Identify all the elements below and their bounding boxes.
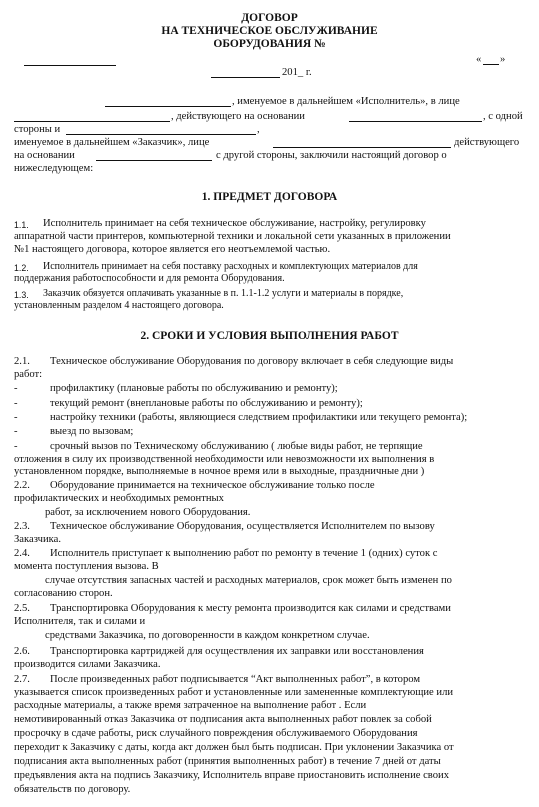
clause-number: 2.4. [14,548,30,559]
clause-2-4-line-4: согласованию сторон. [14,588,113,599]
clause-1-1-line-2: аппаратной части принтеров, компьютерной техники и локальной сети указанных в приложении [14,231,451,242]
clause-2-7-line-9: обязательств по договору. [14,784,131,795]
clause-number: 1.2. [14,263,29,273]
clause-2-5-line-2: Исполнителя, так и силами и [14,616,146,627]
preamble-text-6: именуемое в дальнейшем «Заказчик», лице [14,137,210,148]
clause-2-7-line-8: предъявления акта на подпись Заказчику, Исполнитель вправе приостановить исполнение своих [14,770,449,781]
customer-person-blank [273,147,451,148]
clause-2-7-line-3: расходные материалы, а также время затраченное на выполнение работ . Если [14,700,367,711]
clause-2-1-line-1: Техническое обслуживание Оборудования по договору включает в себя следующие виды [50,356,454,367]
executor-name-blank [105,106,231,107]
clause-2-7-line-7: подписания акта выполненных работ (принятия выполненных работ) в течение 7 дней от даты [14,756,441,767]
customer-basis-blank [96,160,212,161]
clause-2-4-line-1: Исполнитель приступает к выполнению работ по ремонту в течение 1 (одних) суток с [50,548,438,559]
customer-name-blank [66,134,256,135]
work-item-5-line-1: срочный вызов по Техническому обслуживанию ( любые виды работ, не терпящие [50,441,423,452]
list-dash: - [14,398,18,409]
preamble-text-5: , [257,124,260,135]
clause-1-3-line-1: Заказчик обязуется оплачивать указанные в п. 1.1-1.2 услуги и материалы в порядке, [43,288,404,299]
day-quote-close: » [500,54,506,65]
clause-1-1-line-3: №1 настоящего договора, которое является его неотъемлемой частью. [14,244,331,255]
clause-2-4-line-2: момента поступления вызова. В [14,561,159,572]
clause-1-2-line-1: Исполнитель принимает на себя поставку расходных и комплектующих материалов для [43,261,418,272]
clause-number: 2.3. [14,521,30,532]
clause-1-2-line-2: поддержания работоспособности и для ремонта Оборудования. [14,273,285,284]
work-item-2: текущий ремонт (внеплановые работы по обслуживанию и ремонту); [50,398,363,409]
list-dash: - [14,383,18,394]
preamble-text-3: , с одной [483,111,523,122]
day-blank [483,64,499,65]
clause-2-3-line-1: Техническое обслуживание Оборудования, осуществляется Исполнителем по вызову [50,521,435,532]
preamble-text-7: действующего [454,137,520,148]
clause-number: 1.3. [14,290,29,300]
clause-2-5-line-1: Транспортировка Оборудования к месту ремонта производится как силами и средствами [50,603,451,614]
section-1-title: 1. ПРЕДМЕТ ДОГОВОРА [201,191,338,203]
clause-2-7-line-2: указывается список произведенных работ и установленные или замененные комплектующие или [14,687,454,698]
work-item-5-line-2: отложения в силу их производственной необходимости или невозможности их выполнения в [14,454,435,465]
section-2-title: 2. СРОКИ И УСЛОВИЯ ВЫПОЛНЕНИЯ РАБОТ [140,330,399,342]
clause-2-3-line-2: Заказчика. [14,534,62,545]
preamble-text-1: , именуемое в дальнейшем «Исполнитель», в лице [232,96,460,107]
day-quote-open: « [476,54,482,65]
list-dash: - [14,412,18,423]
month-blank [211,77,280,78]
clause-2-6-line-1: Транспортировка картриджей для осуществления их заправки или восстановления [50,646,424,657]
clause-number: 2.6. [14,646,30,657]
clause-2-7-line-6: переходит к Заказчику с даты, когда акт должен был быть подписан. При уклонении Заказчика от [14,742,454,753]
work-item-5-line-3: установленном порядке, выполняемые в ночное время или в выходные, праздничные дни ) [14,466,425,477]
year-text: 201_ г. [282,67,312,78]
preamble-text-2: , действующего на основании [171,111,305,122]
preamble-text-4: стороны и [14,124,61,135]
clause-2-2-line-1: Оборудование принимается на техническое обслуживание только после [50,480,375,491]
work-item-3: настройку техники (работы, являющиеся следствием профилактики или текущего ремонта); [50,412,468,423]
title-line-1: ДОГОВОР [241,12,298,24]
clause-2-2-line-3: работ, за исключением нового Оборудования. [45,507,251,518]
title-line-2: НА ТЕХНИЧЕСКОЕ ОБСЛУЖИВАНИЕ [161,25,378,37]
clause-2-2-line-2: профилактических и необходимых ремонтных [14,493,224,504]
preamble-text-10: нижеследующем: [14,163,94,174]
clause-2-6-line-2: производится силами Заказчика. [14,659,161,670]
clause-number: 2.5. [14,603,30,614]
clause-2-1-line-2: работ: [14,369,43,380]
clause-number: 2.7. [14,674,30,685]
clause-1-3-line-2: установленным разделом 4 настоящего договора. [14,300,224,311]
clause-2-7-line-5: просрочку в сдаче работы, риск случайного повреждения обслуживаемого Оборудования [14,728,418,739]
clause-2-4-line-3: случае отсутствия запасных частей и расходных материалов, срок может быть изменен по [45,575,452,586]
list-dash: - [14,441,18,452]
preamble-text-9: с другой стороны, заключили настоящий договор о [216,150,447,161]
work-item-1: профилактику (плановые работы по обслуживанию и ремонту); [50,383,338,394]
work-item-4: выезд по вызовам; [50,426,134,437]
preamble-text-8: на основании [14,150,75,161]
clause-number: 2.1. [14,356,30,367]
clause-1-1-line-1: Исполнитель принимает на себя техническое обслуживание, настройку, регулировку [43,218,426,229]
title-line-3: ОБОРУДОВАНИЯ № [213,38,326,50]
clause-2-7-line-4: немотивированный отказ Заказчика от подписания акта выполненных работ повлек за собой [14,714,432,725]
executor-basis-blank [349,121,482,122]
clause-2-7-line-1: После произведенных работ подписывается “Акт выполненных работ”, в котором [50,674,421,685]
clause-number: 1.1. [14,220,29,230]
clause-number: 2.2. [14,480,30,491]
city-blank [24,65,116,66]
executor-person-blank [14,121,170,122]
clause-2-5-line-3: средствами Заказчика, по договоренности в каждом конкретном случае. [45,630,370,641]
list-dash: - [14,426,18,437]
